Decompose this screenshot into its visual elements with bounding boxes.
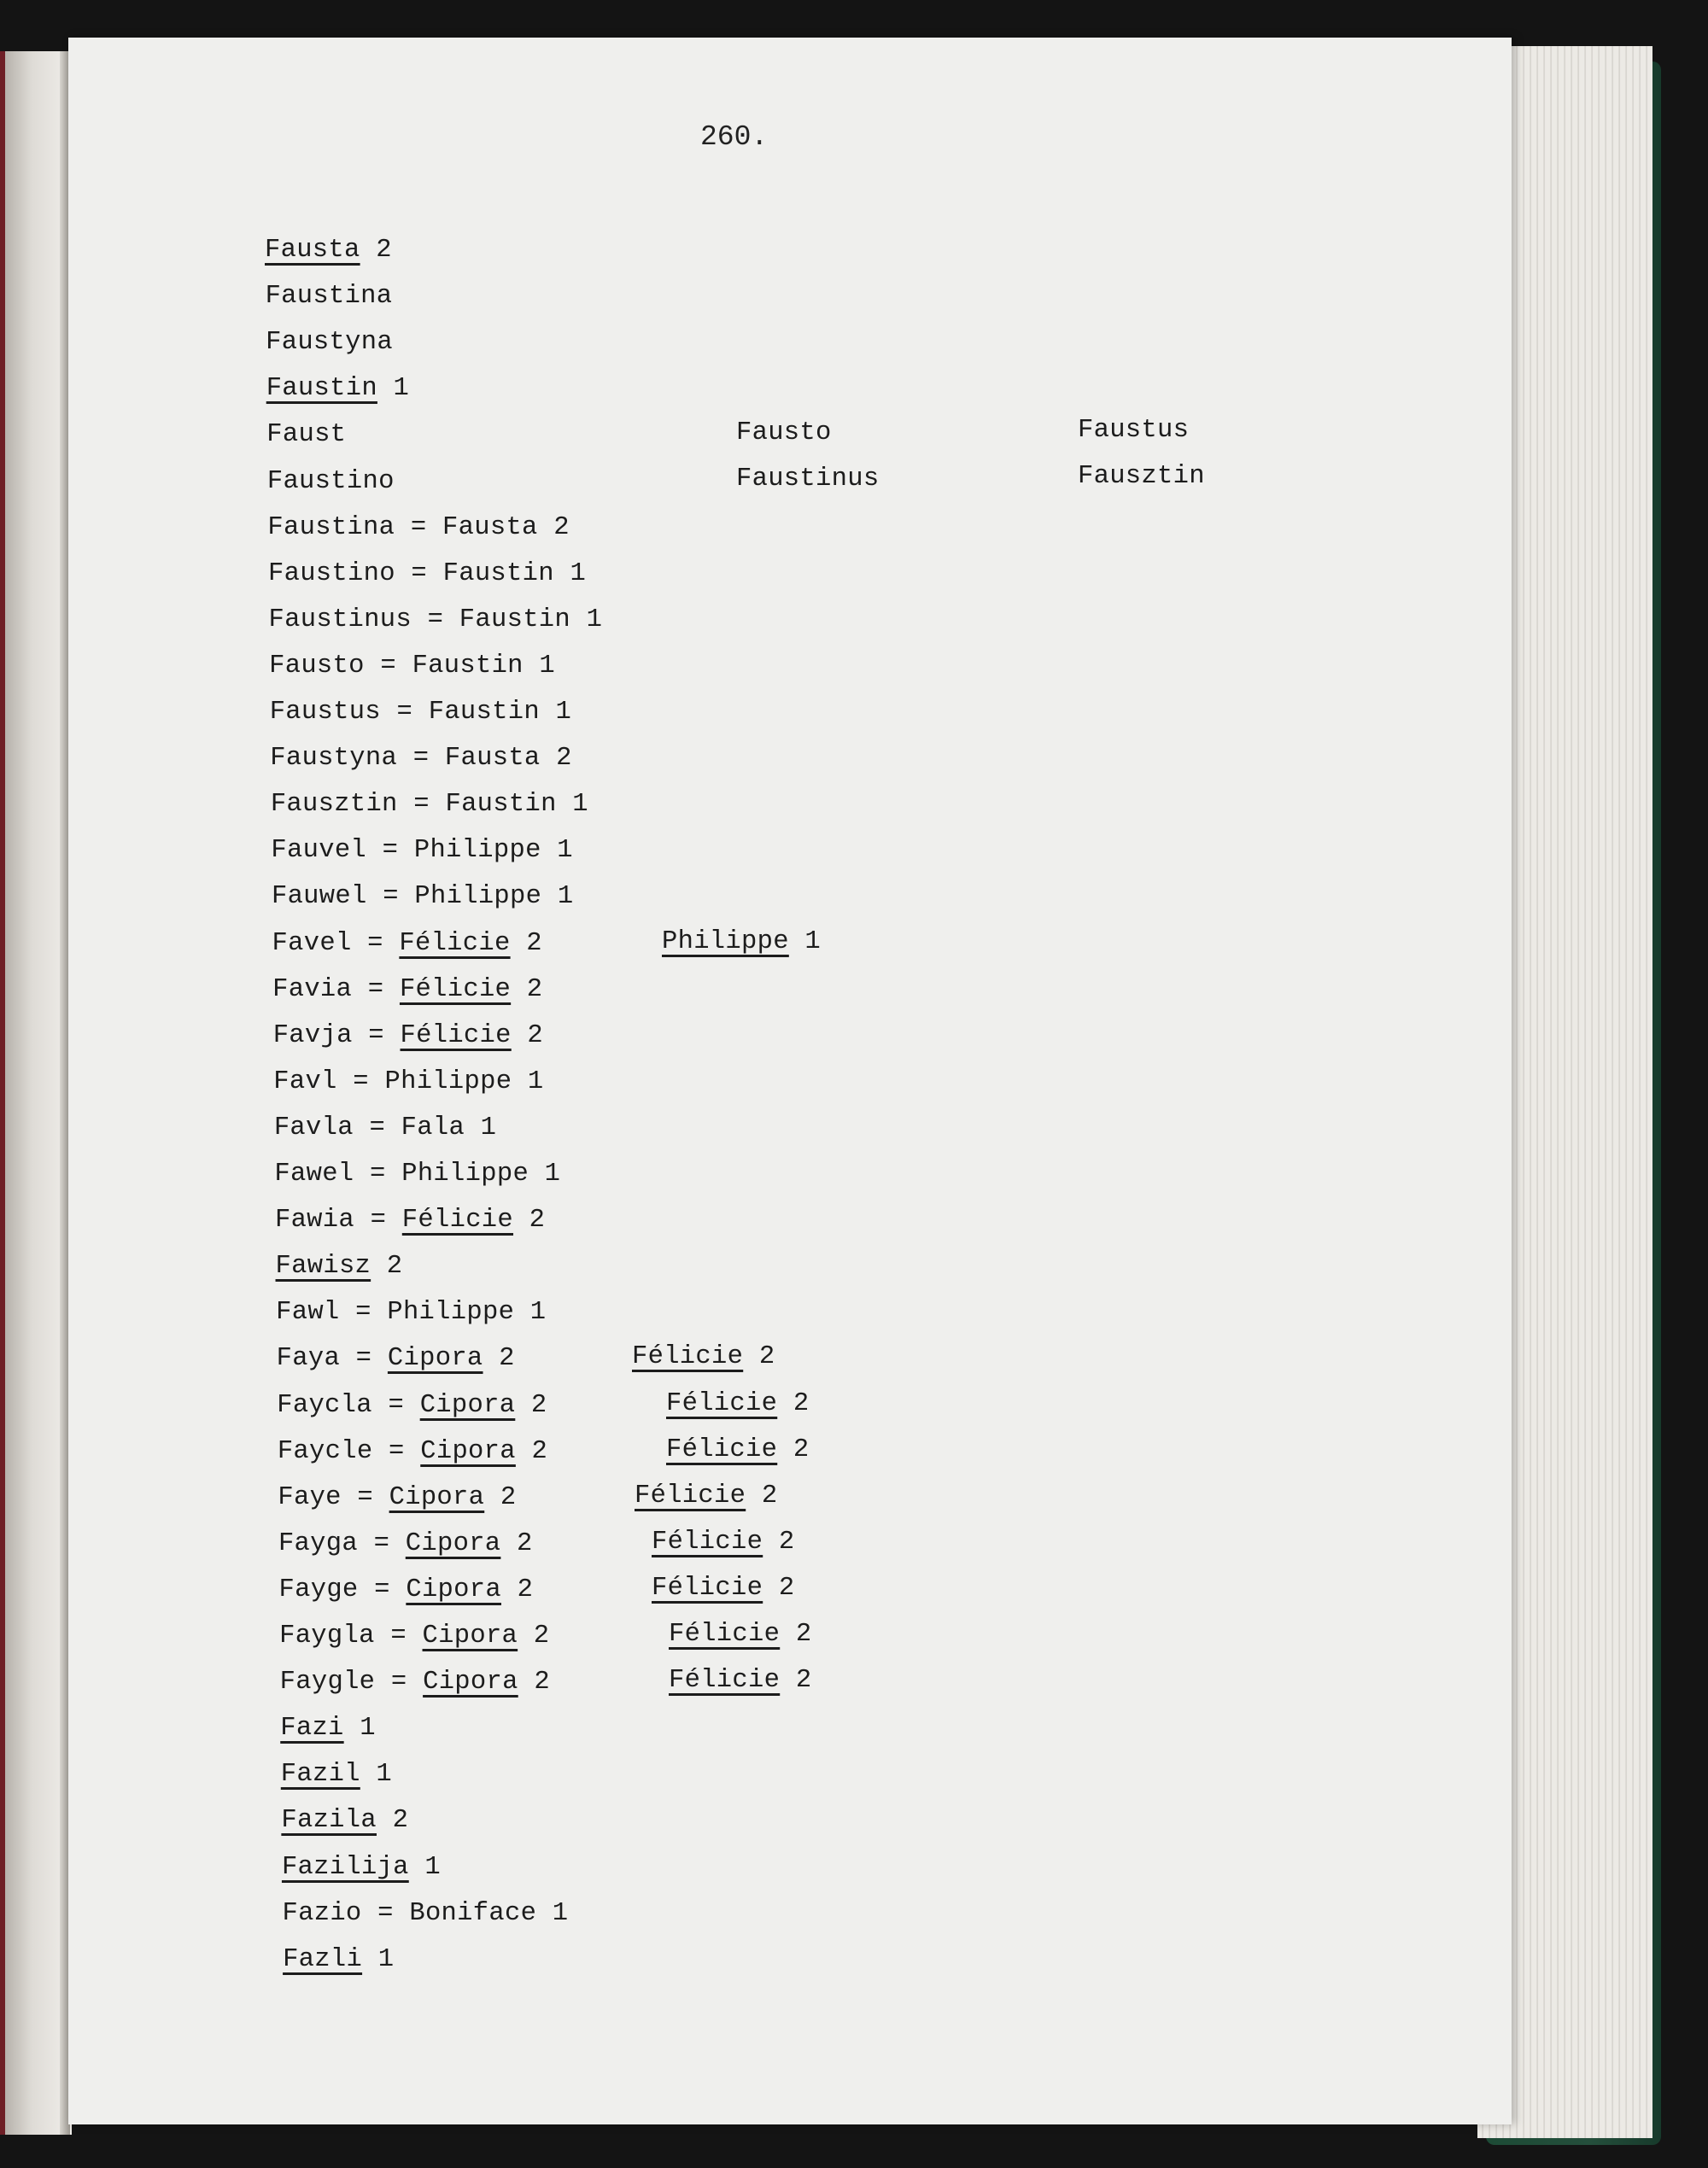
entry-name: Fawel =	[274, 1160, 402, 1189]
entry-equivalent-count: 1	[523, 651, 556, 681]
second-equivalent-count: 2	[763, 1573, 795, 1603]
entry-equivalent: Faustin	[445, 790, 557, 820]
second-equivalent-count: 2	[780, 1620, 812, 1649]
entry-name: Faustyna	[266, 328, 393, 358]
entry-name: Faustinus =	[268, 605, 459, 634]
entry-equivalent: Cipora	[389, 1482, 485, 1512]
entry-name: Fayga =	[278, 1528, 406, 1558]
entry-equivalent-count: 1	[541, 836, 573, 866]
entry-equivalent: Félicie	[400, 1020, 512, 1050]
entry-second-equivalent	[662, 927, 821, 956]
entry-name: Fayge =	[278, 1575, 407, 1604]
entry-row	[273, 1067, 543, 1096]
entry-name: Fauwel =	[271, 882, 415, 912]
entry-name: Faye =	[278, 1482, 389, 1512]
entry-row	[276, 1298, 546, 1327]
entry-equivalent-count: 2	[511, 974, 543, 1004]
entry-equivalent: Cipora	[420, 1436, 516, 1466]
entry-row	[283, 1899, 569, 1928]
entry-row	[278, 1483, 516, 1512]
entry-equivalent: Faustin	[459, 605, 571, 634]
entry-name: Fazio =	[282, 1898, 410, 1928]
entry-row	[267, 467, 395, 496]
entry-row	[273, 1021, 543, 1050]
entry-count: 1	[362, 1944, 395, 1974]
extra-column-3-row-2: Fausztin	[1078, 462, 1205, 491]
entry-name: Faygla =	[279, 1622, 423, 1651]
entry-name: Faycla =	[277, 1390, 420, 1420]
extra-column-3-row-1: Faustus	[1078, 416, 1190, 445]
entry-equivalent-count: 2	[515, 1436, 548, 1466]
entry-name: Faycle =	[277, 1436, 421, 1466]
entry-equivalent-count: 2	[483, 1344, 515, 1374]
entry-name: Faustus =	[269, 698, 429, 727]
entry-equivalent: Philippe	[414, 882, 542, 912]
entry-second-equivalent	[652, 1528, 794, 1557]
entry-equivalent: Boniface	[409, 1898, 537, 1928]
entry-equivalent: Cipora	[406, 1575, 501, 1604]
entry-equivalent-count: 1	[539, 698, 572, 727]
entry-equivalent: Faustin	[442, 558, 554, 588]
entry-row	[282, 1853, 441, 1882]
entry-equivalent-count: 2	[518, 1668, 550, 1698]
entry-row	[266, 420, 346, 449]
entry-equivalent-count: 2	[510, 928, 542, 958]
entry-second-equivalent	[669, 1666, 811, 1695]
entry-equivalent-count: 1	[556, 790, 588, 820]
entry-name: Fawisz	[275, 1252, 371, 1282]
entry-equivalent-count: 2	[500, 1528, 533, 1558]
entry-count: 1	[377, 374, 410, 404]
entry-name: Favja =	[272, 1020, 401, 1050]
second-equivalent-count: 1	[788, 926, 822, 956]
entry-name: Faustyna =	[270, 744, 445, 774]
entry-name: Fausto =	[269, 651, 412, 681]
entry-name: Fauvel =	[271, 836, 414, 866]
entry-row	[266, 374, 409, 403]
entry-equivalent: Fala	[401, 1113, 465, 1142]
entry-second-equivalent	[669, 1620, 811, 1649]
entry-name: Fazil	[280, 1760, 360, 1790]
second-equivalent-count: 2	[780, 1666, 812, 1696]
second-equivalent-name: Félicie	[652, 1527, 763, 1557]
entry-row	[280, 1714, 376, 1743]
entry-second-equivalent	[666, 1435, 809, 1464]
entry-equivalent-count: 1	[570, 605, 603, 634]
entry-row	[274, 1160, 560, 1189]
entry-count: 1	[408, 1852, 441, 1882]
entry-equivalent: Félicie	[401, 1206, 514, 1236]
entry-equivalent-count: 1	[553, 558, 587, 588]
entry-row	[274, 1113, 496, 1142]
entry-equivalent-count: 1	[514, 1298, 547, 1328]
entry-equivalent: Philippe	[384, 1066, 512, 1096]
entry-row	[276, 1252, 403, 1281]
entry-equivalent-count: 2	[484, 1482, 517, 1512]
entry-equivalent: Faustin	[412, 651, 524, 681]
entry-second-equivalent	[666, 1389, 809, 1418]
entry-equivalent-count: 1	[541, 882, 574, 912]
entry-row	[272, 929, 542, 958]
entry-equivalent-count: 2	[500, 1575, 534, 1604]
second-equivalent-name: Félicie	[666, 1435, 778, 1464]
entry-name: Faust	[266, 420, 347, 450]
book-page	[68, 38, 1512, 2124]
entry-equivalent-count: 1	[465, 1113, 497, 1142]
entry-row	[265, 236, 392, 265]
second-equivalent-count: 2	[777, 1388, 810, 1418]
entry-second-equivalent	[635, 1481, 777, 1511]
entry-row	[275, 1206, 545, 1235]
entry-row	[270, 744, 571, 773]
second-equivalent-count: 2	[743, 1342, 775, 1372]
entry-name: Faustino =	[267, 558, 443, 588]
entry-row	[283, 1945, 394, 1974]
entry-equivalent-count: 2	[515, 1390, 547, 1420]
entry-row	[269, 652, 555, 681]
entry-row	[270, 698, 571, 727]
entry-count: 1	[343, 1714, 376, 1744]
second-equivalent-name: Félicie	[669, 1666, 781, 1696]
entry-equivalent: Fausta	[444, 744, 541, 774]
entry-row	[281, 1760, 392, 1789]
entry-count: 2	[360, 236, 392, 265]
entry-equivalent-count: 2	[513, 1206, 546, 1236]
entry-row	[278, 1529, 533, 1558]
extra-column-2-row-1: Fausto	[736, 418, 832, 447]
entry-row	[272, 882, 573, 911]
entry-name: Fawl =	[276, 1298, 388, 1328]
entry-equivalent-count: 2	[537, 512, 570, 542]
entry-name: Faustin	[266, 374, 377, 404]
entry-name: Faygle =	[279, 1668, 424, 1698]
entry-equivalent: Philippe	[387, 1298, 515, 1328]
entry-name: Favla =	[273, 1113, 401, 1142]
entry-count: 2	[377, 1806, 409, 1836]
entry-equivalent: Cipora	[423, 1668, 518, 1698]
entry-equivalent-count: 2	[511, 1020, 543, 1050]
entry-equivalent: Philippe	[413, 836, 541, 866]
entry-second-equivalent	[632, 1342, 775, 1371]
entry-equivalent: Cipora	[419, 1390, 516, 1420]
entry-name: Favl =	[273, 1066, 385, 1096]
entry-row	[277, 1391, 547, 1420]
second-equivalent-count: 2	[746, 1481, 778, 1511]
page-number: 260.	[700, 121, 769, 153]
entry-name: Fausztin =	[270, 790, 446, 820]
entry-equivalent: Félicie	[399, 974, 512, 1004]
entry-equivalent: Fausta	[442, 512, 538, 542]
entry-equivalent: Philippe	[401, 1160, 529, 1189]
entry-row	[266, 282, 393, 311]
entry-name: Fazi	[280, 1714, 344, 1744]
entry-name: Favia =	[272, 974, 400, 1004]
entry-equivalent-count: 1	[536, 1898, 569, 1928]
entry-equivalent-count: 2	[518, 1622, 550, 1651]
entry-name: Fazilija	[281, 1852, 409, 1882]
second-equivalent-count: 2	[763, 1527, 795, 1557]
entry-equivalent: Félicie	[399, 928, 511, 958]
entry-row	[268, 559, 586, 588]
entry-name: Fazila	[281, 1806, 377, 1836]
entry-row	[271, 790, 588, 819]
second-equivalent-name: Félicie	[666, 1388, 778, 1418]
extra-column-2-row-2: Faustinus	[736, 465, 880, 494]
entry-second-equivalent	[652, 1574, 794, 1603]
second-equivalent-name: Félicie	[652, 1573, 763, 1603]
entry-row	[272, 975, 542, 1004]
entry-equivalent: Faustin	[428, 698, 540, 727]
entry-name: Faustina =	[267, 512, 443, 542]
entry-row	[277, 1344, 515, 1373]
entry-name: Fazli	[283, 1944, 363, 1974]
second-equivalent-name: Félicie	[669, 1620, 781, 1649]
entry-name: Fawia =	[274, 1206, 402, 1236]
entry-row	[281, 1806, 408, 1835]
second-equivalent-name: Félicie	[632, 1342, 744, 1372]
entry-count: 1	[360, 1760, 393, 1790]
entry-name: Favel =	[272, 928, 400, 958]
entry-row	[266, 328, 393, 357]
entry-row	[279, 1622, 549, 1651]
entry-equivalent: Cipora	[422, 1622, 518, 1651]
second-equivalent-name: Philippe	[662, 926, 789, 956]
entry-name: Faustina	[265, 282, 393, 312]
entry-row	[269, 605, 603, 634]
second-equivalent-name: Félicie	[635, 1481, 746, 1511]
entry-equivalent-count: 1	[512, 1066, 544, 1096]
entry-name: Faustino	[266, 466, 395, 496]
entry-row	[279, 1575, 534, 1604]
entry-name: Fausta	[265, 236, 360, 265]
entry-row	[271, 836, 572, 865]
entry-row	[278, 1437, 547, 1466]
entry-equivalent: Cipora	[405, 1528, 501, 1558]
entry-name: Faya =	[276, 1344, 388, 1374]
second-equivalent-count: 2	[777, 1435, 810, 1464]
entry-row	[280, 1668, 550, 1697]
entry-equivalent-count: 2	[540, 744, 572, 774]
entry-count: 2	[371, 1252, 403, 1282]
entry-row	[267, 513, 569, 542]
entry-equivalent-count: 1	[529, 1160, 561, 1189]
entry-equivalent: Cipora	[387, 1344, 483, 1374]
